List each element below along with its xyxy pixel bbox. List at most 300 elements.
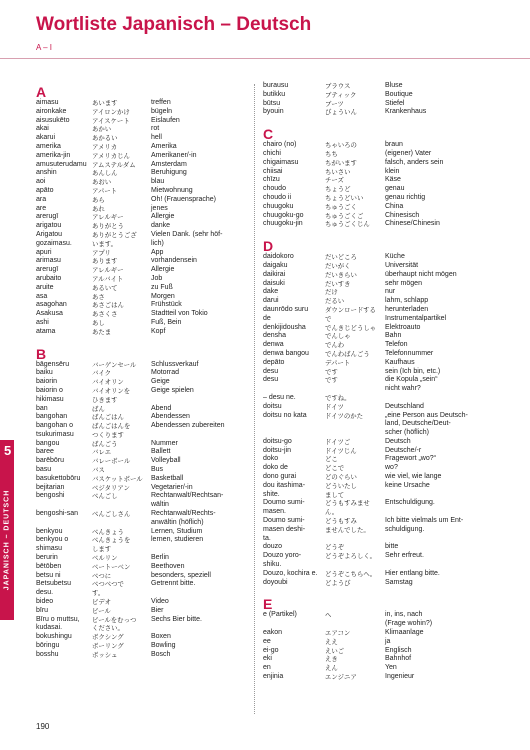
german-text: Amsterdam [151,160,187,168]
german-text: Eislaufen [151,116,180,124]
japanese-text: ちゅうごくじん [325,220,370,229]
german-text: Ingenieur [385,673,415,681]
romaji-text: doko [263,455,279,463]
vocab-entry [263,194,511,203]
chapter-number: 5 [4,443,12,458]
japanese-text: エアコン [325,629,351,638]
romaji-text: bētōben [36,562,62,570]
vocab-entry [36,651,248,660]
japanese-text: で [325,314,332,323]
vocab-entry [36,152,248,161]
japanese-text: ちいさい [325,167,351,176]
german-text: Abendessen zubereiten [151,422,225,430]
vocab-entry [263,150,511,159]
vocab-entry [263,673,511,682]
letter-section [263,239,511,587]
german-text: China [385,202,404,210]
left-column [36,82,248,660]
vocab-entry [263,664,511,673]
japanese-text: ドイツご [325,437,351,446]
vocab-entry [36,405,248,414]
german-text: Rechtanwalt/Rechts- anwältin (höflich) [151,510,216,526]
romaji-text: Douzo yoro- shiku. [263,552,302,569]
japanese-text: ばんごはん [92,413,124,422]
vocab-entry [263,570,511,579]
german-text: wo? [385,464,398,472]
vocab-entry [36,598,248,607]
romaji-text: būtsu [263,99,281,107]
vocab-entry [263,306,511,315]
vocab-entry [36,231,248,249]
german-text: sehr mögen [385,279,422,287]
romaji-text: Doumo sumi- masen deshi- ta. [263,517,306,542]
japanese-text: ボーリング [92,642,124,651]
japanese-text: べんきょうを します [92,536,131,554]
german-text: Volleyball [151,457,181,465]
german-text: Klimaanlage [385,629,424,637]
romaji-text: bejitarian [36,483,65,491]
japanese-text: アメリカじん [92,151,130,160]
japanese-text: ちち [325,149,338,158]
romaji-text: arimasu [36,257,61,265]
vocab-entry [36,440,248,449]
section-letter: A [36,84,47,100]
romaji-text: arubaito [36,274,62,282]
romaji-text: daisuki [263,279,285,287]
german-text: Krankenhaus [385,108,427,116]
vocab-entry [263,638,511,647]
japanese-text: だるい [325,297,345,306]
vocab-entry [36,413,248,422]
header-rule [0,58,530,59]
vocab-entry [36,563,248,572]
romaji-text: eakon [263,629,283,637]
japanese-text: へ [325,611,332,620]
vocab-entry [263,91,511,100]
german-text: falsch, anders sein [385,158,444,166]
vocab-entry [263,438,511,447]
japanese-text: ちがいます [325,158,357,167]
vocab-entry [36,222,248,231]
page-number: 190 [36,722,50,731]
japanese-text: ドイツ [325,402,344,411]
german-text: braun [385,141,403,149]
german-text: Samstag [385,578,413,586]
romaji-text: akai [36,125,49,133]
romaji-text: depāto [263,358,285,366]
vocab-entry [36,378,248,387]
japanese-text: バス [92,466,105,475]
german-text: Ich bitte vielmals um Ent- schuldigung. [385,517,464,533]
vocab-entry [36,369,248,378]
romaji-text: doko de [263,464,288,472]
german-text: lahm, schlapp [385,297,429,305]
german-text: Bus [151,466,164,474]
german-text: Entschuldigung. [385,499,435,507]
section-letter: E [263,596,273,613]
romaji-text: doitsu-jin [263,446,292,454]
german-text: Lernen, Studium [151,527,203,535]
vocab-entry [36,187,248,196]
romaji-text: asa [36,292,48,300]
romaji-text: daikirai [263,270,286,278]
german-text: Job [151,274,163,282]
japanese-text: アレルギー [92,266,124,275]
letter-section [263,127,511,229]
romaji-text: chuugoku-jin [263,220,303,228]
german-text: in, ins, nach (Frage wohin?) [385,611,433,628]
german-text: Kopf [151,327,166,335]
vocab-entry [263,499,511,517]
japanese-text: アイスケート [92,116,130,125]
japanese-text: どうぞよろしく。 [325,552,376,561]
german-text: „eine Person aus Deutsch- land, Deutsche/Deut- scher (höflich) [385,411,468,437]
romaji-text: – desu ne. [263,393,296,401]
vocab-entry [36,134,248,143]
japanese-text: べんごし [92,492,118,501]
romaji-text: darui [263,297,279,305]
japanese-text: あし [92,318,105,327]
vocab-entry [263,280,511,289]
german-text: Abendessen [151,413,190,421]
japanese-text: どのぐらい [325,473,357,482]
vocab-entry [263,341,511,350]
german-text: Bahn [385,332,402,340]
vocab-entry [263,185,511,194]
german-text: bügeln [151,107,173,115]
japanese-text: アメリカ [92,142,118,151]
german-text: Bier [151,606,164,614]
vocab-entry [36,492,248,510]
column-divider [254,84,255,714]
romaji-text: basu [36,466,52,474]
romaji-text: asagohan [36,301,67,309]
vocab-entry [36,301,248,310]
japanese-text: ちゅうごく [325,202,357,211]
romaji-text: aimasu [36,99,59,106]
vocab-entry [263,108,511,117]
romaji-text: denwa [263,341,284,349]
romaji-text: dou itashima- shite. [263,481,306,498]
romaji-text: anshin [36,169,57,177]
romaji-text: ban [36,404,48,412]
german-text: die Kopula „sein“ nicht wahr? [385,376,438,393]
vocab-entry [263,394,511,403]
vocab-entry [36,457,248,466]
romaji-text: eki [263,655,272,663]
romaji-text: ashi [36,318,49,326]
german-text: Geige spielen [151,386,194,394]
japanese-text: どこで [325,464,345,473]
romaji-text: barēbōru [36,457,65,465]
japanese-text: あさくさ [92,310,118,319]
romaji-text: chiisai [263,167,283,175]
romaji-text: doitsu [263,402,282,410]
romaji-text: daigaku [263,261,288,269]
vocab-entry [36,475,248,484]
romaji-text: akarui [36,134,56,142]
vocab-entry [36,143,248,152]
romaji-text: berurin [36,554,58,562]
japanese-text: あるいて [92,283,118,292]
romaji-text: chuugoku-go [263,211,304,219]
vocab-entry [36,580,248,598]
romaji-text: aruite [36,283,54,291]
romaji-text: benkyou o shimasu [36,536,69,553]
japanese-text: ビデオ [92,598,112,607]
section-letter: B [36,345,47,362]
japanese-text: バイオリンを ひきます [92,386,131,404]
german-text: Mietwohnung [151,186,193,194]
german-text: Universität [385,261,419,269]
german-text: Nummer [151,439,178,447]
german-text: Morgen [151,292,175,300]
german-text: vorhandensein [151,257,197,265]
romaji-text: en [263,664,271,672]
vocab-entry [263,359,511,368]
japanese-text: あいます [92,99,118,107]
japanese-text: あたま [92,327,112,336]
german-text: Frühstück [151,301,182,309]
german-text: Yen [385,664,397,672]
german-text: Chinesisch [385,211,420,219]
vocab-entry [263,464,511,473]
vocab-entry [36,466,248,475]
japanese-text: べんごしさん [92,510,131,519]
japanese-text: だいきらい [325,270,357,279]
romaji-text: atama [36,327,56,335]
japanese-text: デパート [325,358,351,367]
german-text: Telefonnummer [385,349,434,357]
romaji-text: byouin [263,108,284,116]
vocab-entry [263,447,511,456]
german-text: wie viel, wie lange [385,473,442,481]
japanese-text: ありがとうござ います。 [92,230,137,248]
german-text: sein (Ich bin, etc.) [385,367,441,375]
romaji-text: desu [263,367,279,375]
romaji-text: amerika [36,142,61,150]
german-text: Allergie [151,266,175,274]
japanese-text: どういたし まして [325,481,357,499]
japanese-text: どようび [325,578,351,587]
german-text: Telefon [385,341,408,349]
romaji-text: bangohan o tsukurimasu [36,422,74,438]
japanese-text: あれ [92,204,105,213]
romaji-text: Asakusa [36,310,63,318]
romaji-text: aoi [36,178,46,186]
romaji-text: daidokoro [263,253,294,261]
german-text: Bahnhof [385,655,412,663]
romaji-text: bokushingu [36,633,72,641]
japanese-text: エンジニア [325,673,357,682]
german-text: nur [385,288,396,296]
vocab-entry [263,332,511,341]
romaji-text: chuugoku [263,202,294,210]
romaji-text: bāgensēru [36,360,70,368]
german-text: klein [385,167,400,175]
japanese-text: バスケットボール [92,474,143,483]
german-text: Fuß, Bein [151,318,182,326]
vocab-entry [263,655,511,664]
romaji-text: bōringu [36,642,60,650]
japanese-text: アイロンかけ [92,107,130,116]
vocab-entry [263,473,511,482]
vocab-entry [263,611,511,629]
romaji-text: e (Partikel) [263,611,297,619]
vocab-entry [36,422,248,440]
romaji-text: daunrōdo suru [263,305,309,313]
german-text: jenes [151,204,168,212]
japanese-text: ブーツ [325,99,344,108]
vocab-entry [36,633,248,642]
romaji-text: ee [263,637,271,645]
german-text: Elektroauto [385,323,421,331]
japanese-text: ダウンロードする [325,305,376,314]
japanese-text: でんしゃ [325,332,351,341]
romaji-text: butikku [263,90,286,98]
japanese-text: アパート [92,186,118,195]
japanese-text: アムステルダム [92,160,136,169]
romaji-text: aironkake [36,107,67,115]
german-text: Berlin [151,554,169,562]
chapter-label: JAPANISCH – DEUTSCH [3,489,11,591]
german-text: Instrumentalpartikel [385,314,447,322]
romaji-text: denkijidousha [263,323,306,331]
german-text: Rechtanwalt/Rechtsan- wältin [151,492,224,509]
german-text: Oh! (Frauensprache) [151,195,216,203]
japanese-text: チーズ [325,176,344,185]
japanese-text: バーゲンセール [92,360,137,369]
romaji-text: bangou [36,439,60,447]
vocab-entry [263,168,511,177]
romaji-text: choudo [263,185,286,193]
vocab-entry [263,579,511,588]
romaji-text: doitsu no kata [263,411,307,419]
romaji-text: densha [263,332,286,340]
letter-section [36,85,248,337]
vocab-entry [263,297,511,306]
vocab-entry [263,403,511,412]
german-text: Fragewort „wo?“ [385,455,436,463]
vocab-entry [263,141,511,150]
vocab-entry [36,616,248,634]
vocab-entry [263,376,511,394]
german-text: Chinese/Chinesin [385,220,440,228]
german-text: herunterladen [385,305,429,313]
romaji-text: bangohan [36,413,68,421]
german-text: überhaupt nicht mögen [385,270,457,278]
japanese-text: どこ [325,455,338,464]
romaji-text: Douzo, kochira e. [263,569,318,577]
japanese-text: あかい [92,125,112,134]
romaji-text: denwa bangou [263,349,309,357]
german-text: Englisch [385,646,412,654]
german-text: Sechs Bier bitte. [151,615,202,623]
german-text: bitte [385,543,399,551]
japanese-text: バレーボール [92,457,131,466]
german-text: Käse [385,176,401,184]
japanese-text: えき [325,655,338,664]
vocab-entry [263,203,511,212]
vocab-entry [263,647,511,656]
chapter-label-box [0,470,14,610]
german-text: Bosch [151,650,171,658]
german-text: Video [151,598,169,606]
page-title: Wortliste Japanisch – Deutsch [36,14,312,35]
vocab-entry [36,99,248,108]
japanese-text: だいがく [325,261,351,270]
german-text [385,394,511,403]
romaji-text: baiorin [36,378,58,386]
vocab-entry [36,328,248,337]
romaji-text: chigaimasu [263,158,299,166]
romaji-text: arerugī [36,213,59,221]
german-text: Basketball [151,474,184,482]
vocab-entry [263,262,511,271]
vocab-entry [263,176,511,185]
german-text: Boxen [151,633,171,641]
vocab-entry [36,161,248,170]
german-text: Stiefel [385,99,405,107]
german-text: blau [151,178,165,186]
japanese-text: ちゅうごくご [325,211,364,220]
japanese-text: でんわばんごう [325,349,370,358]
vocab-entry [36,275,248,284]
vocab-entry [36,293,248,302]
german-text: Getrennt bitte. [151,580,196,588]
japanese-text: ドイツのかた [325,411,364,420]
vocab-entry [36,387,248,405]
japanese-text: ベルリン [92,554,118,563]
vocab-entry [36,284,248,293]
vocab-entry [36,642,248,651]
japanese-text: ちょうど [325,185,351,194]
japanese-text: あります [92,257,118,266]
vocab-entry [36,266,248,275]
japanese-text: ばんごう [92,439,118,448]
romaji-text: dake [263,288,279,296]
vocab-entry [36,448,248,457]
vocab-entry [263,100,511,109]
romaji-text: bengoshi [36,492,65,500]
german-text: App [151,248,164,256]
japanese-text: あさ [92,292,105,301]
german-text: rot [151,125,160,133]
german-text: Amerikaner/-in [151,151,197,159]
vocab-entry [36,572,248,581]
german-text: Schlussverkauf [151,360,199,368]
japanese-text: ベジタリアン [92,483,130,492]
japanese-text: べつに [92,571,112,580]
romaji-text: baiorin o hikimasu [36,386,64,403]
vocab-entry [263,455,511,464]
romaji-text: chīzu [263,176,280,184]
romaji-text: baree [36,448,54,456]
romaji-text: amusuterudamu [36,160,87,168]
romaji-text: bosshu [36,650,59,658]
vocab-entry [263,271,511,280]
japanese-text: ええ [325,637,338,646]
vocab-entry [263,253,511,262]
romaji-text: Bīru o muttsu, kudasai. [36,615,80,632]
german-text: treffen [151,99,171,106]
romaji-text: enjinia [263,673,284,681]
japanese-text: べんきょう [92,527,124,536]
vocab-entry [263,350,511,359]
german-text: Küche [385,253,405,261]
vocab-entry [36,554,248,563]
japanese-text: です [325,367,338,376]
